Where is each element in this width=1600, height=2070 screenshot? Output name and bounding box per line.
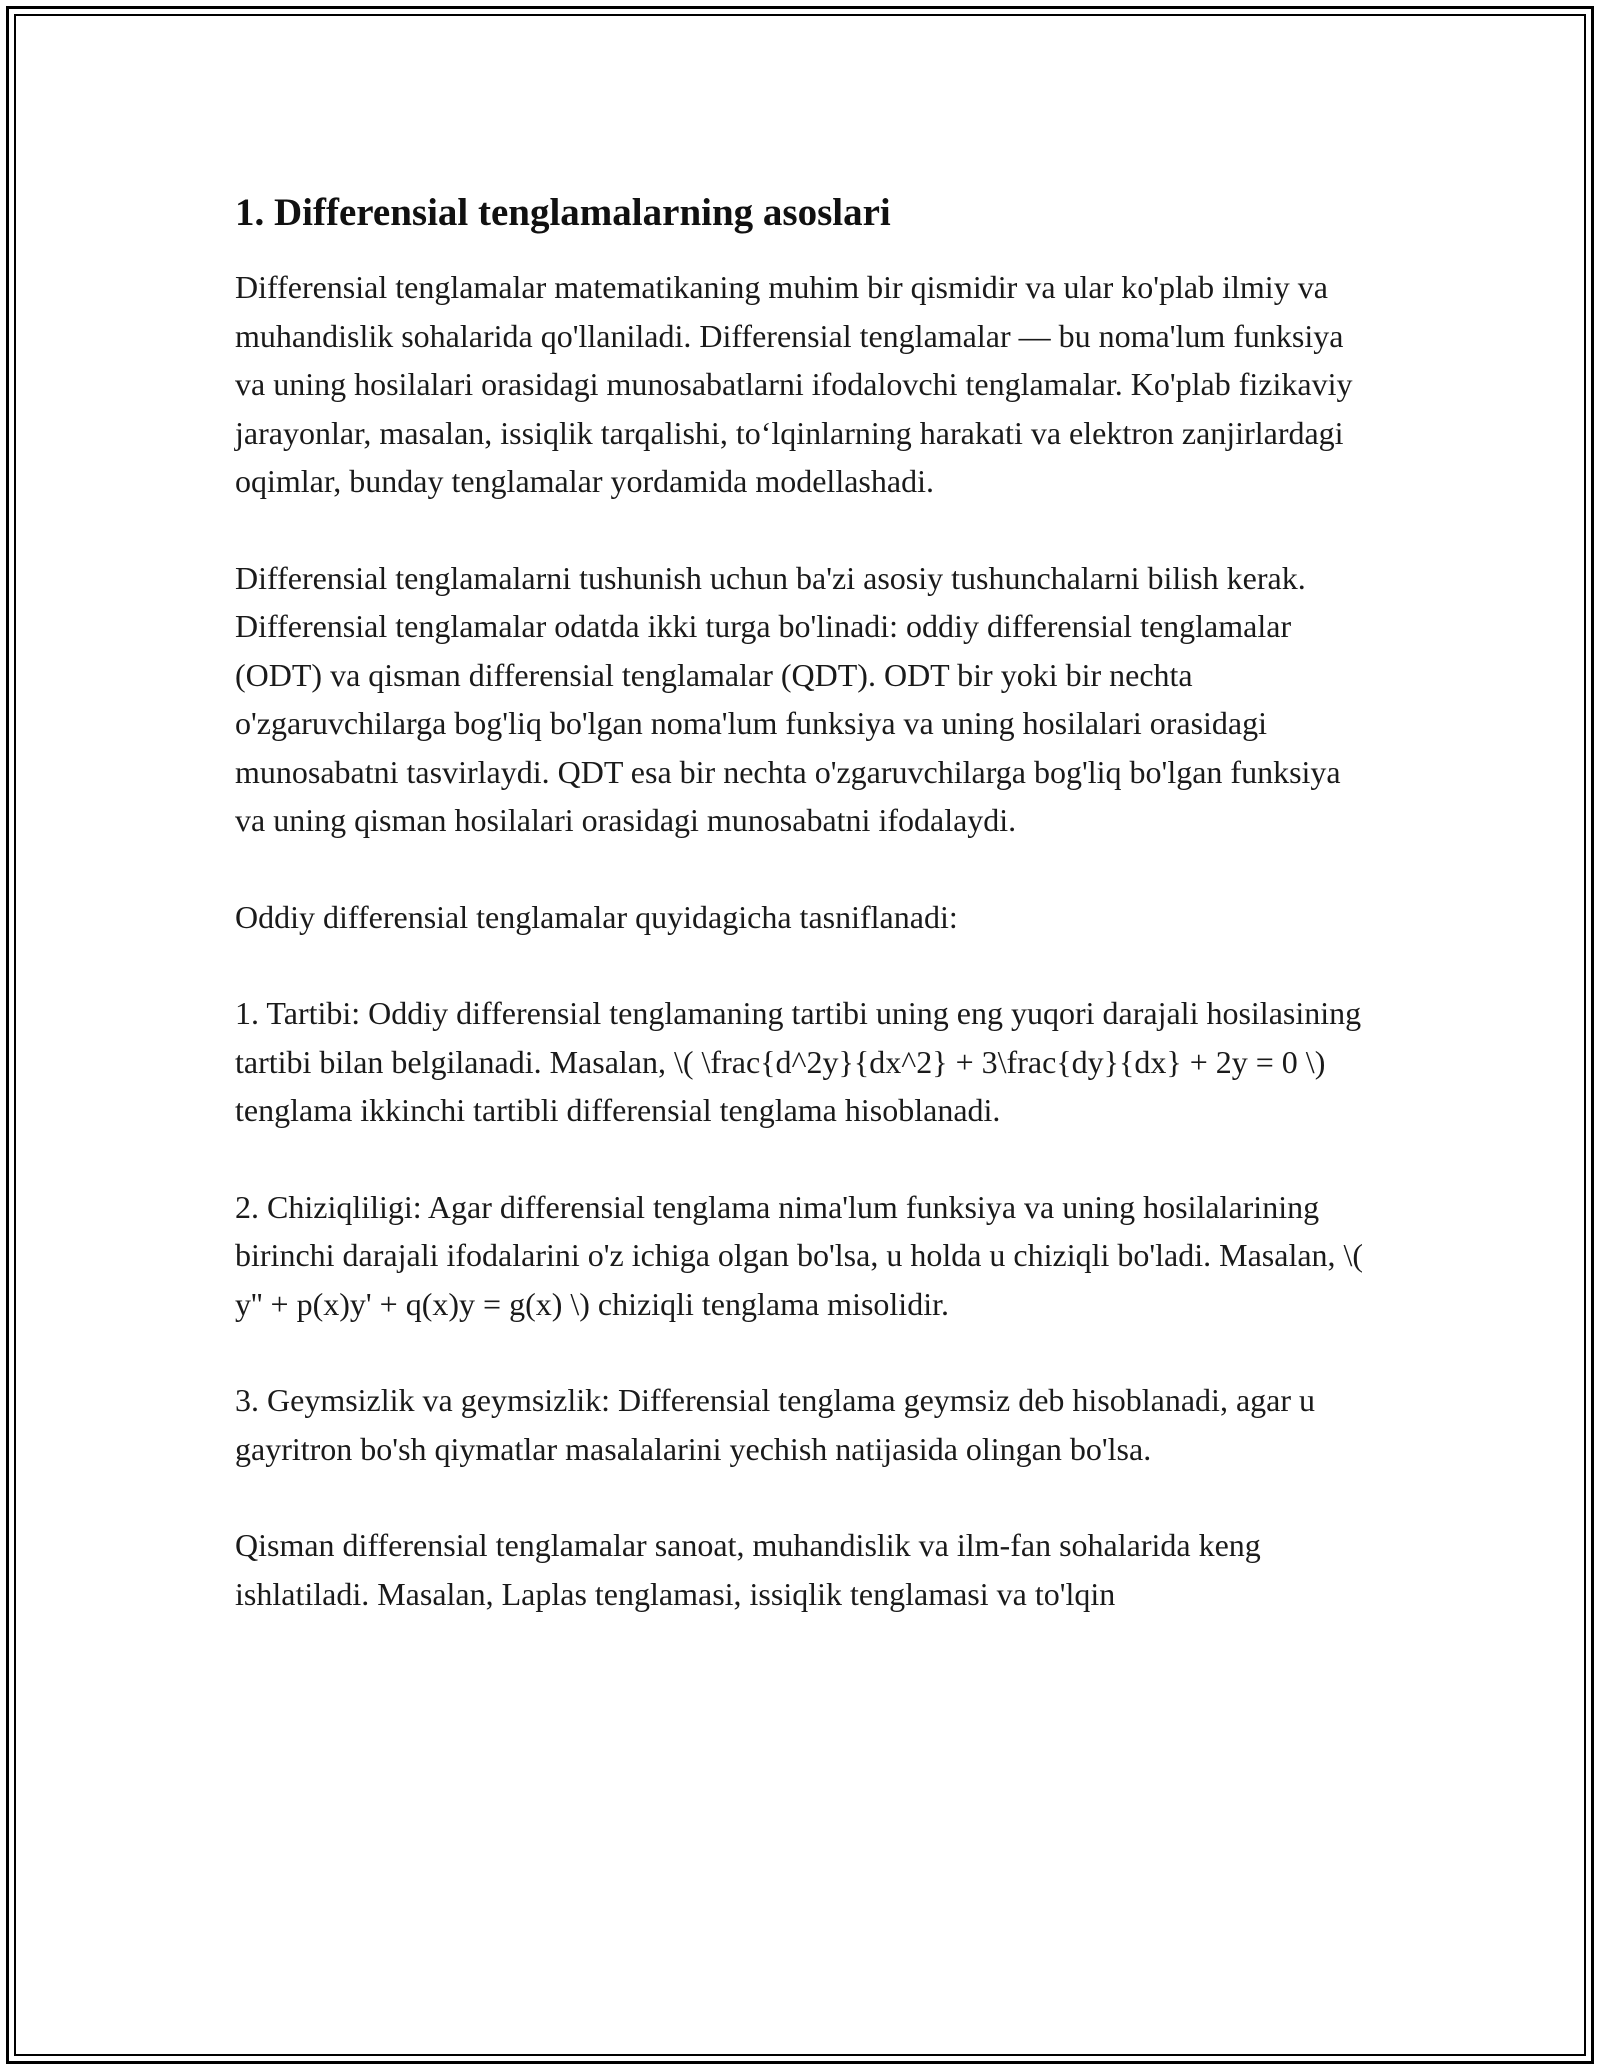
paragraph-homogeneity: 3. Geymsizlik va geymsizlik: Differensial tenglama geymsiz deb hisoblanadi, agar u gayritron bo'sh qiymatlar masalalarini yechish natijasida olingan bo'lsa.	[235, 1382, 1315, 1467]
paragraph-intro: Differensial tenglamalar matematikaning muhim bir qismidir va ular ko'plab ilmiy va muhandislik sohalarida qo'llaniladi. Differensial tenglamalar — bu noma'lum funksiya va uning hosilalari orasidagi munosabatlarni ifodalovchi tenglamalar. Ko'plab fizikaviy jarayonlar, masalan, issiqlik tarqalishi, to‘lqinlarning harakati va elektron zanjirlardagi oqimlar, bunday tenglamalar yordamida modellashadi.	[235, 269, 1353, 499]
paragraph-order: 1. Tartibi: Oddiy differensial tenglamaning tartibi uning eng yuqori darajali hosilasining tartibi bilan belgilanadi. Masalan, \( \frac{d^2y}{dx^2} + 3\frac{dy}{dx} + 2y = 0 \) tenglama ikkinchi tartibli differensial tenglama hisoblanadi.	[235, 995, 1362, 1128]
document-body	[235, 185, 1375, 1666]
section-heading: 1. Differensial tenglamalarning asoslari	[235, 191, 891, 234]
paragraph-types: Differensial tenglamalarni tushunish uchun ba'zi asosiy tushunchalarni bilish kerak. Differensial tenglamalar odatda ikki turga bo'linadi: oddiy differensial tenglamalar (ODT) va qisman differensial tenglamalar (QDT). ODT bir yoki bir nechta o'zgaruvchilarga bog'liq bo'lgan noma'lum funksiya va uning hosilalari orasidagi munosabatni tasvirlaydi. QDT esa bir nechta o'zgaruvchilarga bog'liq bo'lgan funksiya va uning qisman hosilalari orasidagi munosabatni ifodalaydi.	[235, 559, 1341, 838]
paragraph-pde-usage: Qisman differensial tenglamalar sanoat, muhandislik va ilm-fan sohalarida keng ishlatiladi. Masalan, Laplas tenglamasi, issiqlik tenglamasi va to'lqin	[235, 1527, 1261, 1612]
paragraph-classification-intro: Oddiy differensial tenglamalar quyidagicha tasniflanadi:	[235, 898, 958, 935]
paragraph-linearity: 2. Chiziqliligi: Agar differensial tenglama nima'lum funksiya va uning hosilalarining birinchi darajali ifodalarini o'z ichiga olgan bo'lsa, u holda u chiziqli bo'ladi. Masalan, \( y'' + p(x)y' + q(x)y = g(x) \) chiziqli tenglama misolidir.	[235, 1188, 1364, 1322]
